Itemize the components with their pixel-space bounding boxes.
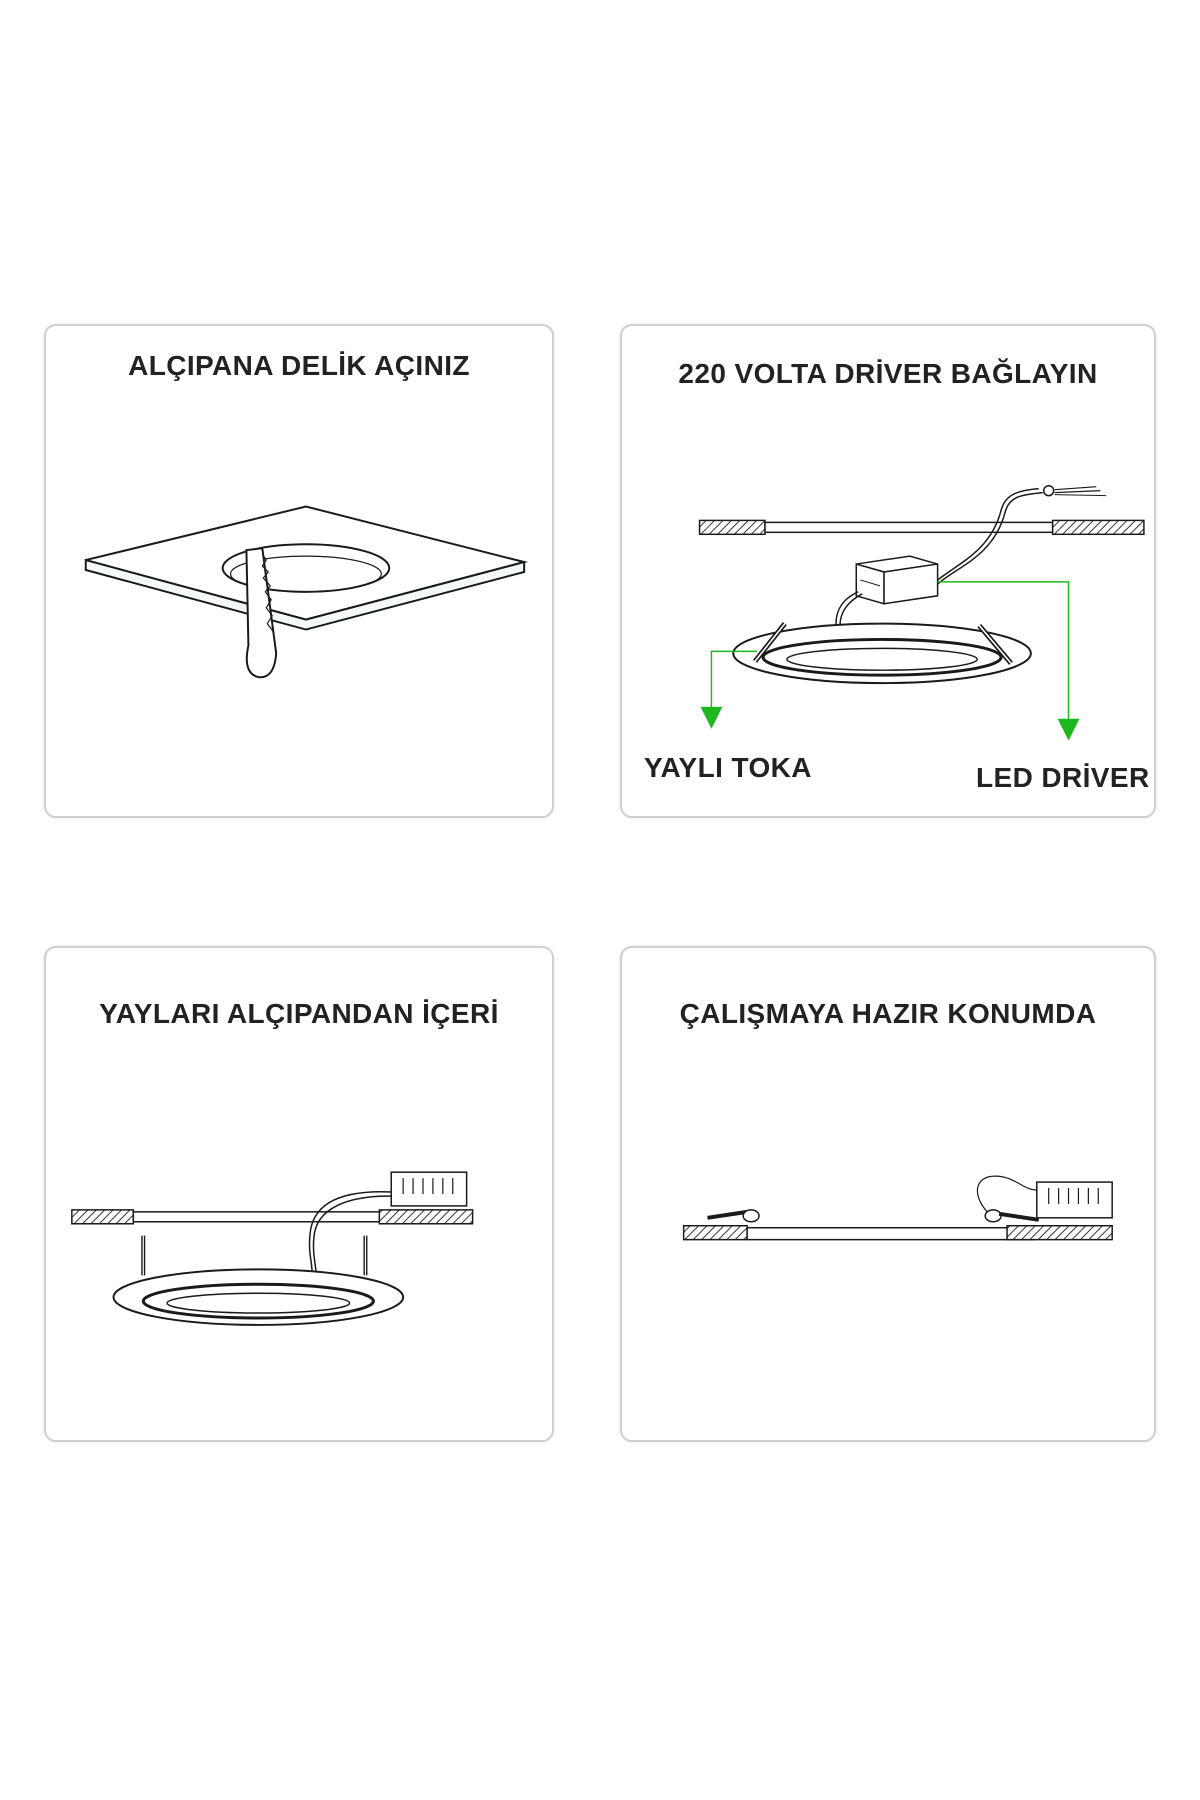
spring-clip-right <box>985 1210 1039 1222</box>
ceiling-board <box>72 1210 473 1224</box>
step-1-panel <box>44 324 554 818</box>
spring-clip-label: YAYLI TOKA <box>644 752 812 783</box>
step-3-title: YAYLARI ALÇIPANDAN İÇERİ <box>99 998 499 1029</box>
ceiling-board <box>684 1226 1113 1240</box>
step-1-title: ALÇIPANA DELİK AÇINIZ <box>128 350 470 381</box>
step-4-title: ÇALIŞMAYA HAZIR KONUMDA <box>679 998 1097 1029</box>
step-3-panel <box>44 946 554 1442</box>
led-panel-light <box>114 1269 404 1325</box>
connect-driver-illustration <box>622 326 1154 816</box>
led-driver-label: LED DRİVER <box>976 762 1150 793</box>
led-driver-box <box>856 556 937 604</box>
step-4-panel <box>620 946 1156 1442</box>
led-driver-box <box>391 1172 466 1206</box>
insert-springs-illustration <box>46 948 552 1440</box>
spring-clip-left <box>707 1210 759 1222</box>
ceiling-board <box>700 520 1144 534</box>
ready-position-illustration <box>622 948 1154 1440</box>
driver-cable <box>310 1192 392 1281</box>
mains-wire <box>932 486 1107 586</box>
led-driver-box <box>1037 1182 1112 1218</box>
step-2-panel <box>620 324 1156 818</box>
step-2-title: 220 VOLTA DRİVER BAĞLAYIN <box>678 358 1098 389</box>
drill-hole-illustration <box>46 326 552 816</box>
driver-cable <box>977 1176 1036 1212</box>
